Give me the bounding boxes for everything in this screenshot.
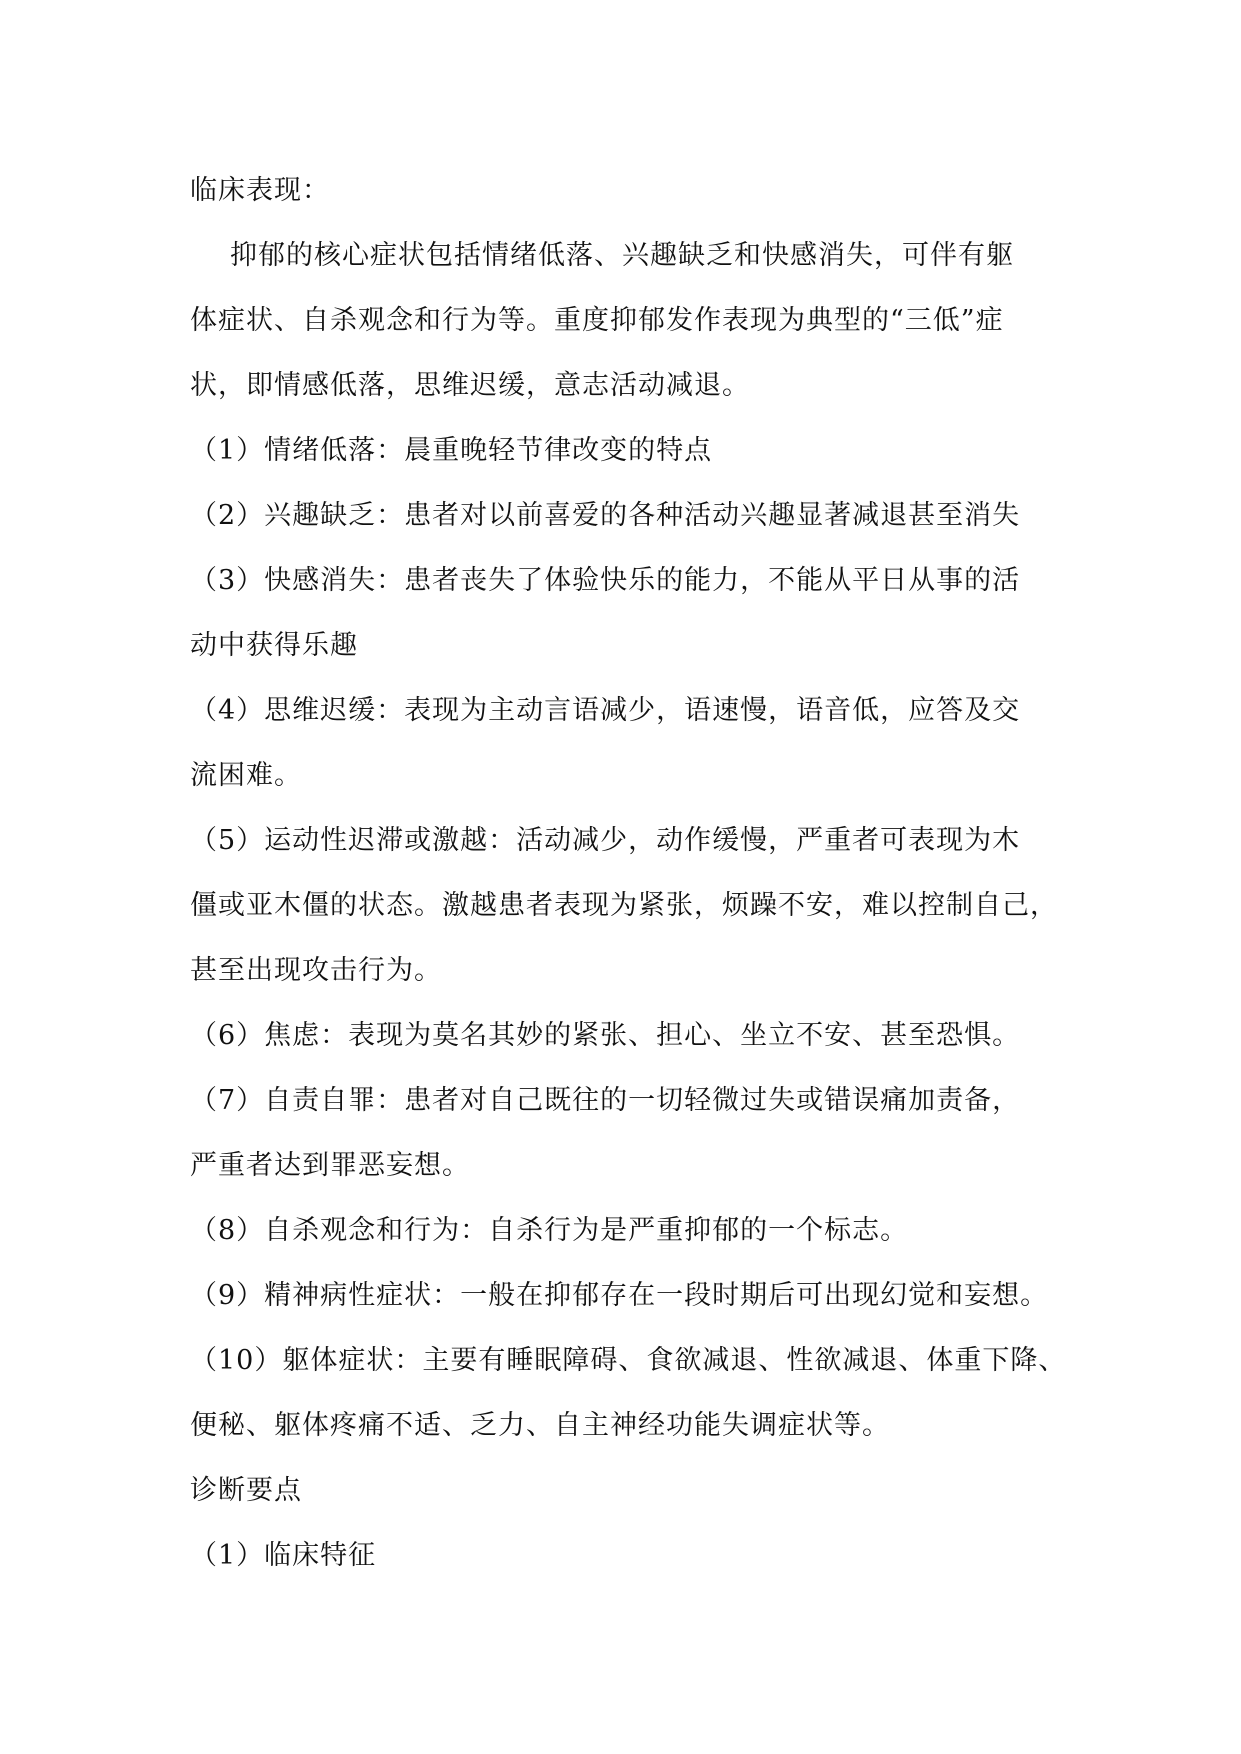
item-9-line-1: （9）精神病性症状：一般在抑郁存在一段时期后可出现幻觉和妄想。 <box>190 1280 1049 1311</box>
document-page <box>190 158 1067 1588</box>
item-3-line-2: 动中获得乐趣 <box>190 630 358 661</box>
item-1-line-1: （1）情绪低落：晨重晚轻节律改变的特点 <box>190 435 713 466</box>
item-7-line-1: （7）自责自罪：患者对自己既往的一切轻微过失或错误痛加责备， <box>190 1085 1021 1116</box>
item-5-line-2: 僵或亚木僵的状态。激越患者表现为紧张，烦躁不安，难以控制自己， <box>190 890 1058 921</box>
intro-line-3: 状，即情感低落，思维迟缓，意志活动减退。 <box>190 370 750 401</box>
item-5-line-1: （5）运动性迟滞或激越：活动减少，动作缓慢，严重者可表现为木 <box>190 825 1021 856</box>
section-title: 临床表现： <box>190 175 330 206</box>
item-2-line-1: （2）兴趣缺乏：患者对以前喜爱的各种活动兴趣显著减退甚至消失 <box>190 500 1021 531</box>
item-4-line-2: 流困难。 <box>190 760 302 791</box>
item-10-line-1: （10）躯体症状：主要有睡眠障碍、食欲减退、性欲减退、体重下降、 <box>190 1345 1067 1376</box>
intro-line-2: 体症状、自杀观念和行为等。重度抑郁发作表现为典型的“三低”症 <box>190 305 1004 336</box>
item-6-line-1: （6）焦虑：表现为莫名其妙的紧张、担心、坐立不安、甚至恐惧。 <box>190 1020 1021 1051</box>
item-5-line-3: 甚至出现攻击行为。 <box>190 955 442 986</box>
item-10-line-2: 便秘、躯体疼痛不适、乏力、自主神经功能失调症状等。 <box>190 1410 890 1441</box>
item-3-line-1: （3）快感消失：患者丧失了体验快乐的能力，不能从平日从事的活 <box>190 565 1021 596</box>
item-7-line-2: 严重者达到罪恶妄想。 <box>190 1150 470 1181</box>
item-8-line-1: （8）自杀观念和行为：自杀行为是严重抑郁的一个标志。 <box>190 1215 909 1246</box>
intro-line-1: 抑郁的核心症状包括情绪低落、兴趣缺乏和快感消失，可伴有躯 <box>230 240 1014 271</box>
diagnosis-item-1: （1）临床特征 <box>190 1540 377 1571</box>
diagnosis-title: 诊断要点 <box>190 1475 302 1506</box>
item-4-line-1: （4）思维迟缓：表现为主动言语减少，语速慢，语音低，应答及交 <box>190 695 1021 726</box>
